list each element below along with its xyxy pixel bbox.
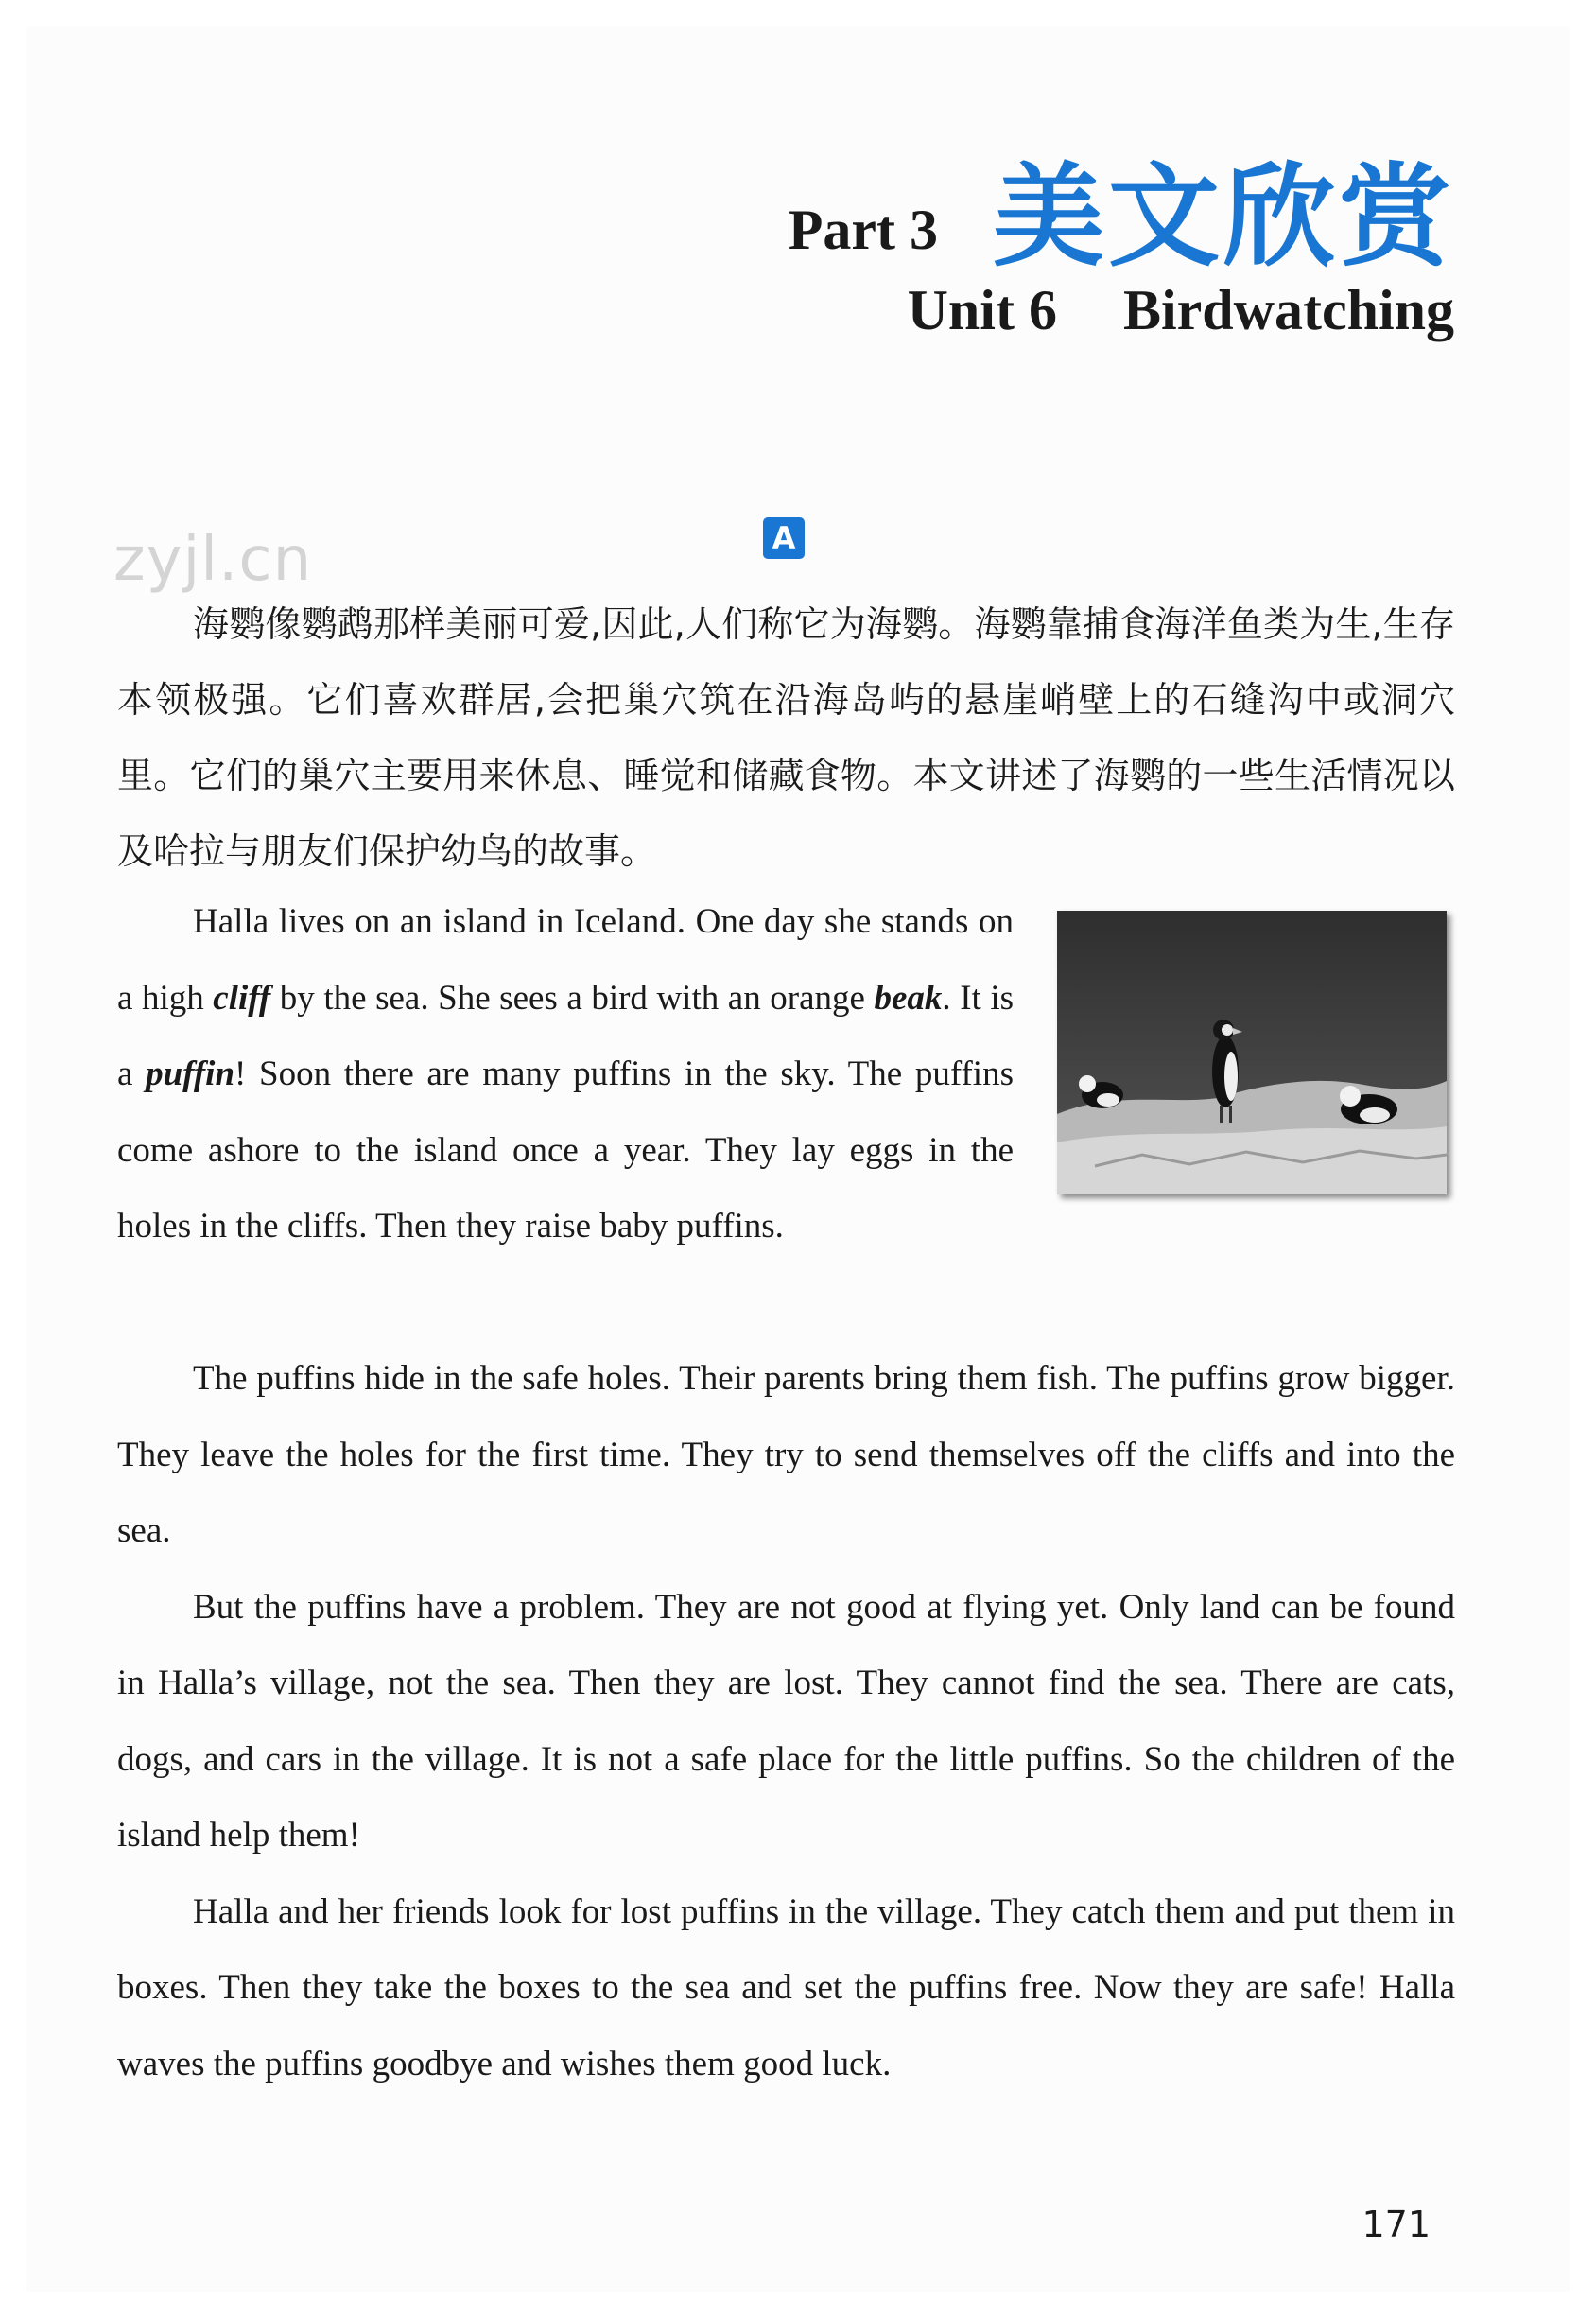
section-badge: A (763, 517, 805, 559)
puffin-photo (1057, 911, 1447, 1194)
vocab-word-cliff: cliff (213, 978, 271, 1018)
story-paragraph-2: The puffins hide in the safe holes. Their parents bring them fish. The puffins grow bigger. They leave the holes for the first time. They try to send themselves off the cliffs and into the sea. (117, 1359, 1455, 1550)
intro-paragraph: 海鹦像鹦鹉那样美丽可爱,因此,人们称它为海鹦。海鹦靠捕食海洋鱼类为生,生存本领极强。它们喜欢群居,会把巢穴筑在沿海岛屿的悬崖峭壁上的石缝沟中或洞穴里。它们的巢穴主要用来休息、睡觉和储藏食物。本文讲述了海鹦的一些生活情况以及哈拉与朋友们保护幼鸟的故事。 (117, 603, 1455, 872)
text-segment: ! Soon there are many puffins in the sky. The puffins come ashore to the island once a year. They lay eggs in the holes in the cliffs. Then they raise baby puffins. (117, 1054, 1014, 1246)
part-row (788, 151, 1454, 282)
watermark: zyjl.cn (113, 525, 313, 595)
text-segment: by the sea. She sees a bird with an orange (270, 978, 875, 1018)
text-segment: Halla lives on an island in Iceland. One day she stands on a high (117, 902, 1014, 1018)
header (788, 151, 1454, 343)
part-title: 美文欣赏 (992, 151, 1454, 282)
unit-title: Birdwatching (1122, 279, 1454, 341)
vocab-word-puffin: puffin (146, 1054, 235, 1093)
text-segment: . It is a (117, 978, 1015, 1093)
story-paragraph-3: But the puffins have a problem. They are not good at flying yet. Only land can be found in Halla’s village, not the sea. Then they are lost. They cannot find the sea. There are cats, dogs, and cars in the village. It is not a safe place for the little puffins. So the children of the island help them! (117, 1587, 1455, 1855)
part-label: Part 3 (788, 199, 938, 261)
page-number: 171 (1362, 2204, 1431, 2245)
unit-label: Unit 6 (907, 279, 1057, 341)
unit-row (789, 278, 1454, 343)
story-paragraph-4: Halla and her friends look for lost puffins in the village. They catch them and put them in boxes. Then they take the boxes to the sea and set the puffins free. Now they are safe! Halla waves the puffins goodbye and wishes them good luck. (117, 1891, 1455, 2083)
story-body (117, 1341, 1455, 2102)
puffin-photo-image (1057, 911, 1447, 1194)
story-paragraph-1 (117, 884, 1014, 1265)
vocab-word-beak: beak (874, 978, 943, 1018)
